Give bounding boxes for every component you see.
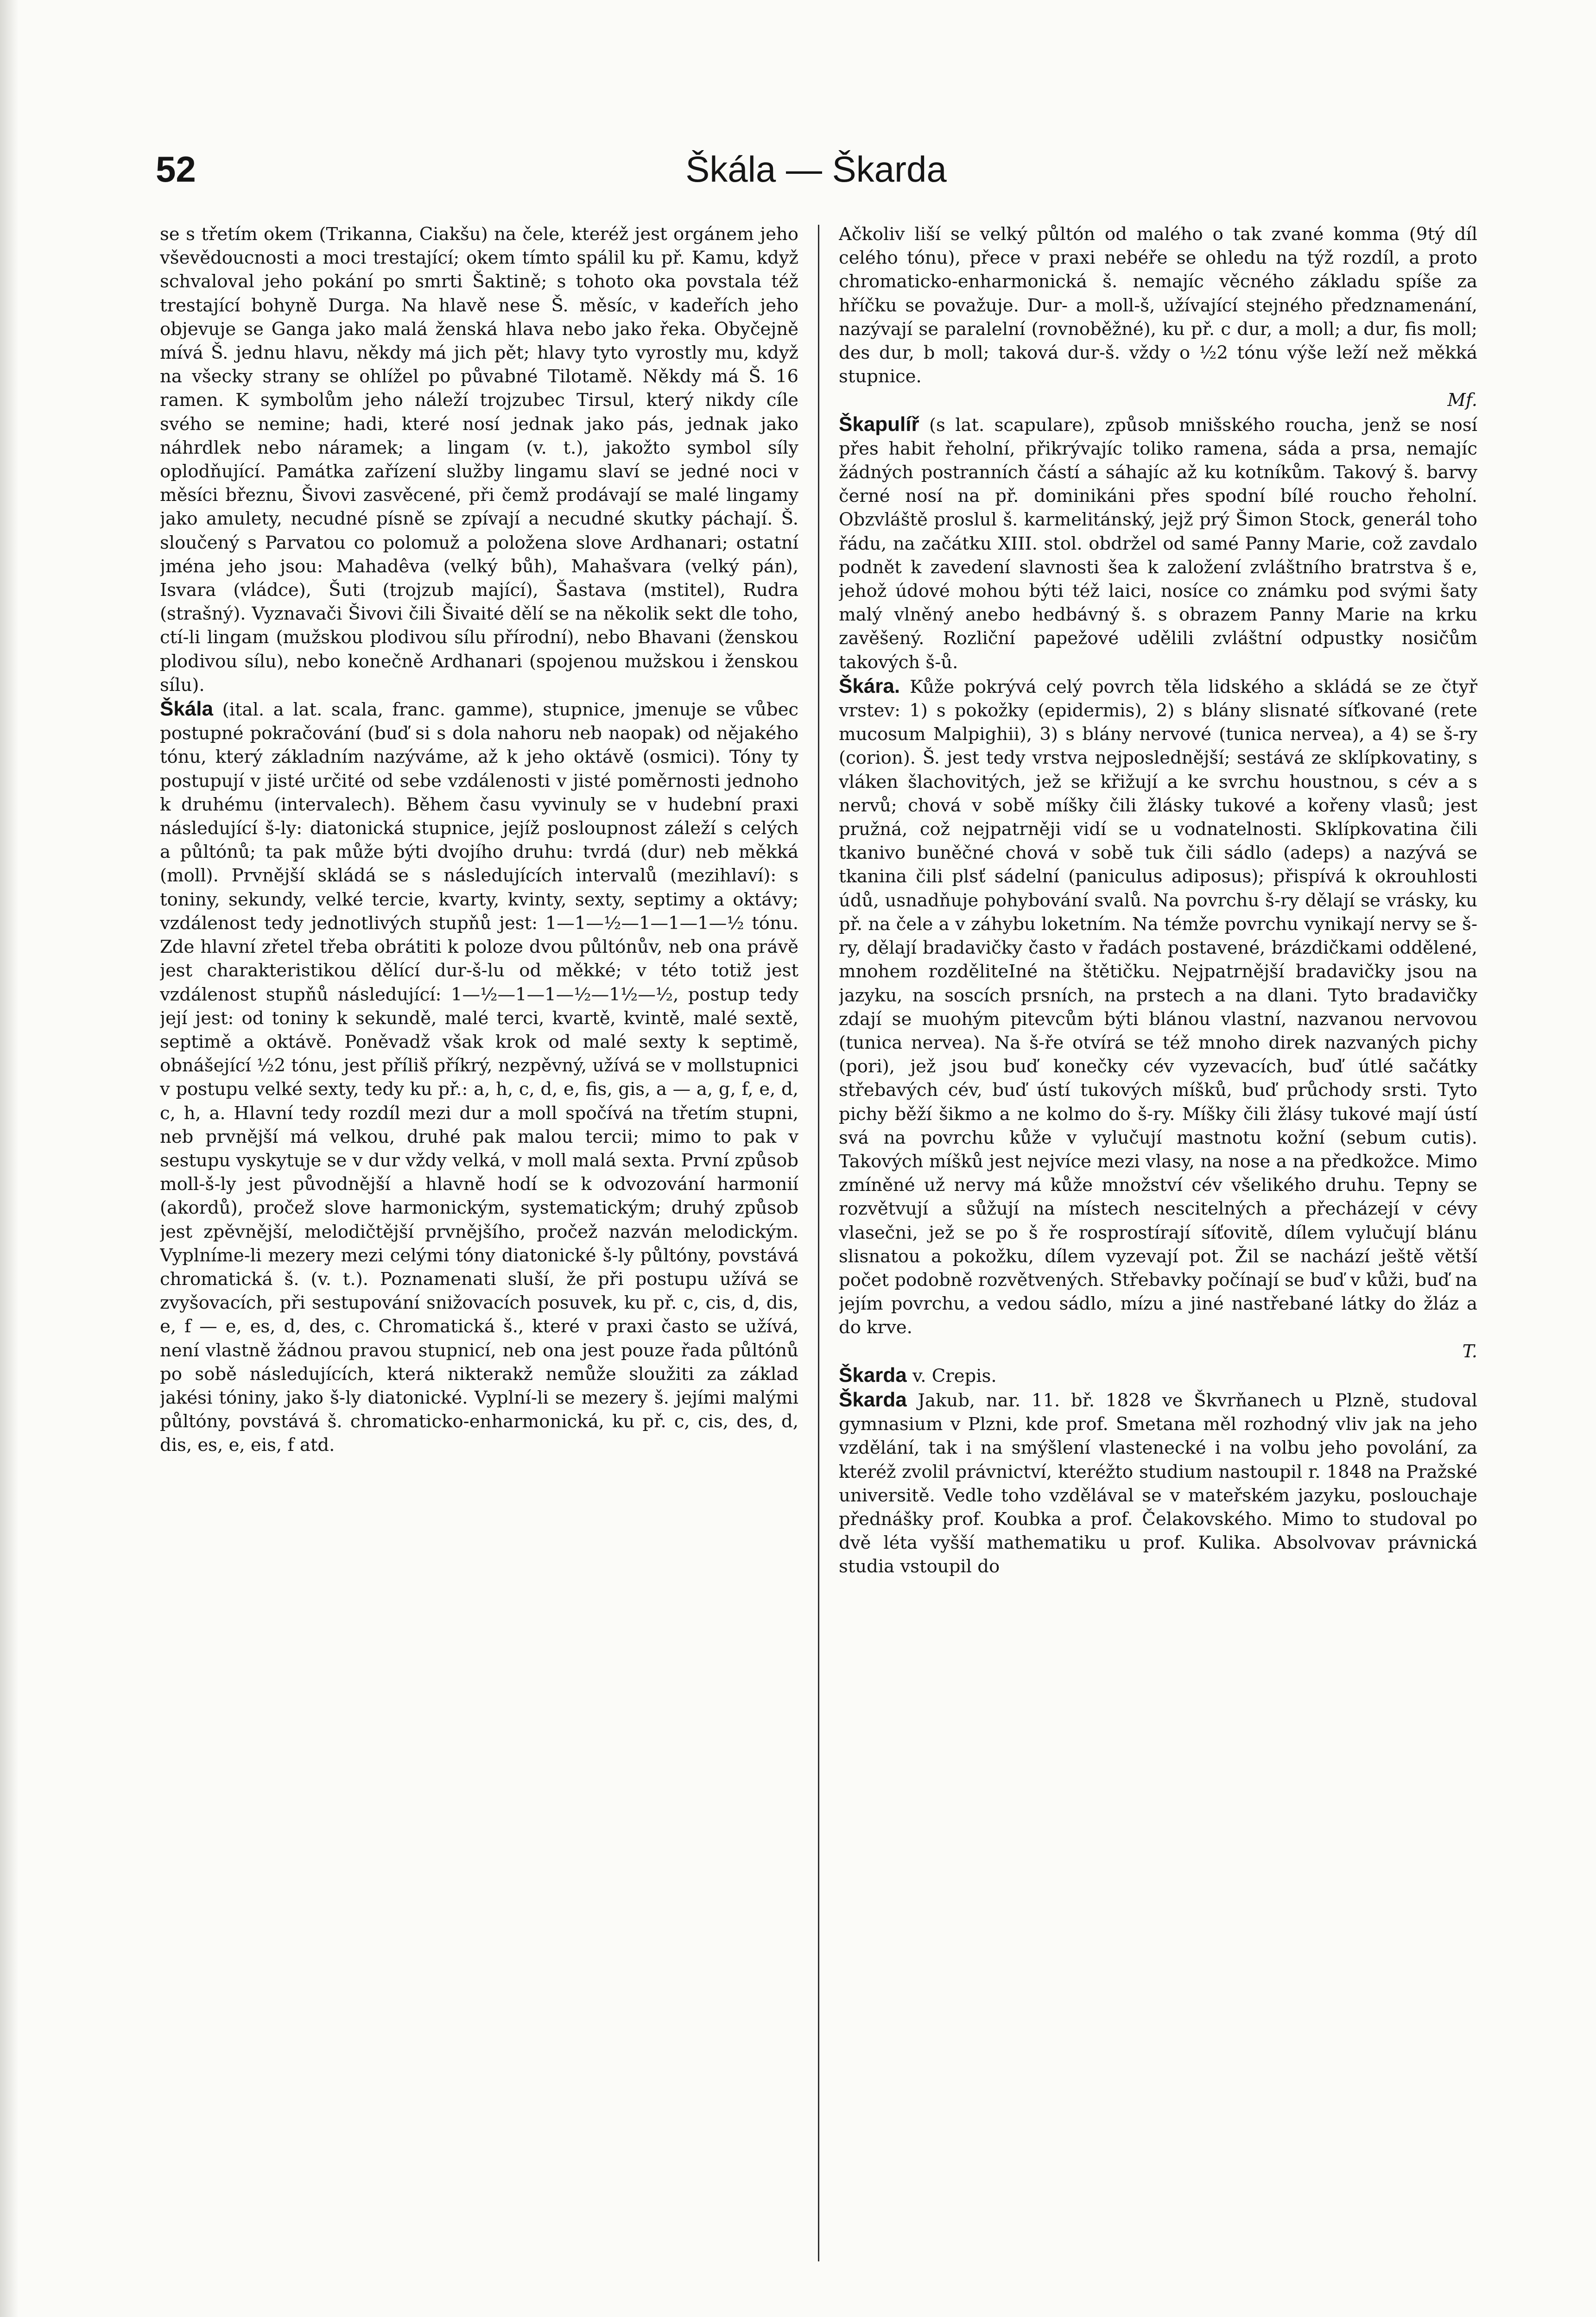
skarda-crepis-entry (839, 1363, 1477, 1388)
skapulir-entry (839, 412, 1477, 674)
skala-entry-continuation (839, 222, 1477, 412)
skarda-jakub-headword: Škarda (839, 1388, 907, 1411)
page-number: 52 (156, 149, 196, 190)
skala-headword: Škála (160, 697, 213, 721)
right-column (839, 222, 1477, 2271)
skara-headword: Škára. (839, 674, 900, 697)
skala-entry (160, 697, 798, 1457)
skarda-jakub-entry-text: Jakub, nar. 11. bř. 1828 ve Škvrňanech u Plzně, studoval gymnasium v Plzni, kde prof. Smetana měl rozhodný vliv jak na jeho vzdělání, tak i na smýšlení vlastenecké i na volbu jeho povolání, za kteréž zvolil právnictví, kteréžto studium nastoupil r. 1848 na Pražské universitě. Vedle toho vzdělával se v mateřském jazyku, poslouchaje přednášky prof. Koubka a prof. Čelakovského. Mimo to studoval po dvě léta vyšší mathematiku u prof. Kulika. Absolvovav právnická studia vstoupil do (839, 1390, 1477, 1577)
skarda-crepis-entry-text: v. Crepis. (912, 1365, 997, 1386)
skapulir-entry-text: (s lat. scapulare), způsob mnišského roucha, jenž se nosí přes habit řeholní, přikrývajíc toliko ramena, sáda a prsa, nemajíc žádných postranních částí a sáhajíc až ku kotníkům. Takový š. barvy černé nosí na př. dominikáni přes spodní bílé roucho řeholní. Obzvláště proslul š. karmelitánský, jejž prý Šimon Stock, generál toho řádu, na začátku XIII. stol. obdržel od samé Panny Marie, což zavdalo podnět k zavedení slavnosti šea k založení zvláštního bratrstva š e, jehož údové mohou býti též laici, nosíce co známku pod svými šaty malý vlněný anebo hedbávný š. s obrazem Panny Marie na krku zavěšený. Rozliční papežové udělili zvláštní odpustky nosičům takových š-ů. (839, 414, 1477, 673)
page-header (156, 148, 1476, 199)
left-column (160, 222, 798, 2271)
skarda-jakub-entry (839, 1388, 1477, 1579)
skarda-crepis-headword: Škarda (839, 1363, 907, 1386)
author-signature: Mf. (1447, 390, 1477, 411)
skara-entry (839, 674, 1477, 1363)
author-signature: T. (1462, 1341, 1477, 1362)
column-divider (818, 225, 819, 2261)
skala-entry-text: (ital. a lat. scala, franc. gamme), stupnice, jmenuje se vůbec postupné pokračování (buď si s dola nahoru neb naopak) od nějakého tónu, který základním nazýváme, až k jeho oktávě (osmici). Tóny ty postupují v jisté určité od sebe vzdálenosti v jisté poměrnosti jednoho k druhému (intervalech). Během času vyvinuly se v hudební praxi následující š-ly: diatonická stupnice, jejíž posloupnost záleží s celých a půltónů; ta pak může býti dvojího druhu: tvrdá (dur) neb měkká (moll). Prvnější skládá se s následujících intervalů (mezihlaví): s toniny, sekundy, velké tercie, kvarty, kvinty, sexty, septimy a oktávy; vzdálenost tedy jednotlivých stupňů jest: 1—1—½—1—1—1—½ tónu. Zde hlavní zřetel třeba obrátiti k poloze dvou půltónův, neb ona právě jest charakteristikou dělící dur-š-lu od měkké; v této totiž jest vzdálenost stupňů následující: 1—½—1—1—½—1½—½, postup tedy její jest: od toniny k sekundě, malé terci, kvartě, kvintě, malé sextě, septimě a oktávě. Poněvadž však krok od malé sexty k septimě, obnášející ½2 tónu, jest příliš příkrý, nezpěvný, užívá se v mollstupnici v postupu velké sexty, tedy ku př.: a, h, c, d, e, fis, gis, a — a, g, f, e, d, c, h, a. Hlavní tedy rozdíl mezi dur a moll spočívá na třetím stupni, neb prvnější má velkou, druhé pak malou tercii; mimo to pak v sestupu vyskytuje se v dur vždy velká, v moll malá sexta. První způsob moll-š-ly jest původnější a hlavně hodí se k odvozování harmonií (akordů), pročež slove harmonickým, systematickým; druhý způsob jest zpěvnější, melodičtější prvnějšího, pročež nazván melodickým. Vyplníme-li mezery mezi celými tóny diatonické š-ly půltóny, povstává chromatická š. (v. t.). Poznamenati sluší, že při postupu užívá se zvyšovacích, při sestupování snižovacích posuvek, ku př. c, cis, d, dis, e, f — e, es, d, des, c. Chromatická š., které v praxi často se užívá, není vlastně žádnou pravou stupnicí, neb ona jest pouze řada půltónů po sobě následujících, která nikterakž nemůže sloužiti za základ jakési tóniny, jako š-ly diatonické. Vyplní-li se mezery š. jejími malými půltóny, povstává š. chromaticko-enharmonická, ku př. c, cis, des, d, dis, es, e, eis, f atd. (160, 699, 798, 1456)
siva-entry-continuation: se s třetím okem (Trikanna, Ciakšu) na čele, kteréž jest orgánem jeho vševědoucnosti a moci trestající; okem tímto spálil ku př. Kamu, když schvaloval jeho pokání po smrti Šaktině; s tohoto oka povstala též trestající bohyně Durga. Na hlavě nese Š. měsíc, v kadeřích jeho objevuje se Ganga jako malá ženská hlava nebo jako řeka. Obyčejně mívá Š. jednu hlavu, někdy má jich pět; hlavy tyto vyrostly mu, když na všecky strany se ohlížel po půvabné Tilotamě. Někdy má Š. 16 ramen. K symbolům jeho náleží trojzubec Tirsul, který nikdy cíle svého se nemine; hadi, které nosí jednak jako pás, jednak jako náhrdlek nebo náramek; a lingam (v. t.), jakožto symbol síly oplodňující. Památka zařízení služby lingamu slaví se jedné noci v měsíci březnu, Šivovi zasvěcené, při čemž prodávají se malé lingamy jako amulety, necudné písně se zpívají a necudné skutky páchají. Š. sloučený s Parvatou co polomuž a položena slove Ardhanari; ostatní jména jeho jsou: Mahadêva (velký bůh), Mahašvara (velký pán), Isvara (vládce), Šuti (trojzub mající), Šastava (mstitel), Rudra (strašný). Vyznavači Šivovi čili Šivaité dělí se na několik sekt dle toho, ctí-li lingam (mužskou plodivou sílu přírodní), nebo Bhavani (ženskou plodivou sílu), nebo konečně Ardhanari (spojenou mužskou i ženskou sílu). (160, 224, 798, 696)
skapulir-headword: Škapulíř (839, 412, 919, 436)
skala-continuation-text: Ačkoliv liší se velký půltón od malého o tak zvané komma (9tý díl celého tónu), přece v praxi nebéře se ohledu na týž rozdíl, a proto chromaticko-enharmonická š. nemajíc věcného základu spíše za hříčku se považuje. Dur- a moll-š, užívající stejného předznamenání, nazývají se paralelní (rovnoběžné), ku př. c dur, a moll; a dur, fis moll; des dur, b moll; taková dur-š. vždy o ½2 tónu výše leží než měkká stupnice. (839, 224, 1477, 387)
running-head: Škála — Škarda (685, 149, 947, 190)
skara-entry-text: Kůže pokrývá celý povrch těla lidského a skládá se ze čtyř vrstev: 1) s pokožky (epidermis), 2) s blány slisnaté síťkované (rete mucosum Malpighii), 3) s blány nervové (tunica nervea), a 4) se š-ry (corion). Š. jest tedy vrstva nejposlednější; sestává ze sklípkovatiny, s vláken šlachovitých, jež se křižují a ke svrchu houstnou, s cév a s nervů; chová v sobě míšky čili žlásky tukové a kořeny vlasů; jest pružná, což nejpatrněji vidí se u vodnatelnosti. Sklípkovatina čili tkanivo buněčné chová v sobě tuk čili sádlo (adeps) a nazývá se tkanina čili plsť sádelní (paniculus adiposus); přispívá k okrouhlosti údů, usnadňuje pohybování svalů. Na povrchu š-ry dělají se vrásky, ku př. na čele a v záhybu loketním. Na témže povrchu vynikají nervy se š-ry, dělají bradavičky často v řadách postavené, brázdičkami oddělené, mnohem rozděliteIné na štětičku. Nejpatrnější bradavičky jsou na jazyku, na soscích prsních, na prstech a na dlani. Tyto bradavičky zdají se muohým pitevcům býti blánou vlastní, nazvanou nervovou (tunica nervea). Na š-ře otvírá se též mnoho direk nazvaných pichy (pori), jež jsou buď konečky cév vyzevacích, buď útlé sačátky střebavých cév, buď ústí tukových míšků, buď průchody srsti. Tyto pichy běží šikmo a ne kolmo do š-ry. Míšky čili žlásy tukové mají ústí svá na povrchu kůže v vylučují mastnotu kožní (sebum cutis). Takových míšků jest nejvíce mezi vlasy, na nose a na předkožce. Mimo zmíněné už nervy má kůže množství cév všelikého druhu. Tepny se rozvětvují a sůžují na místech nescitelných a přecházejí v cévy vlasečni, jež se po š ře rosprostírají síťovitě, dílem vylučují blánu slisnatou a pokožku, dílem vyzevají pot. Žil se nachází ještě větší počet podobně rozvětvených. Střebavky počínají se buď v kůži, buď na jejím povrchu, a vedou sádlo, mízu a jiné nastřebané látky do žláz a do krve. (839, 676, 1477, 1338)
page-edge-shadow (0, 0, 19, 2317)
